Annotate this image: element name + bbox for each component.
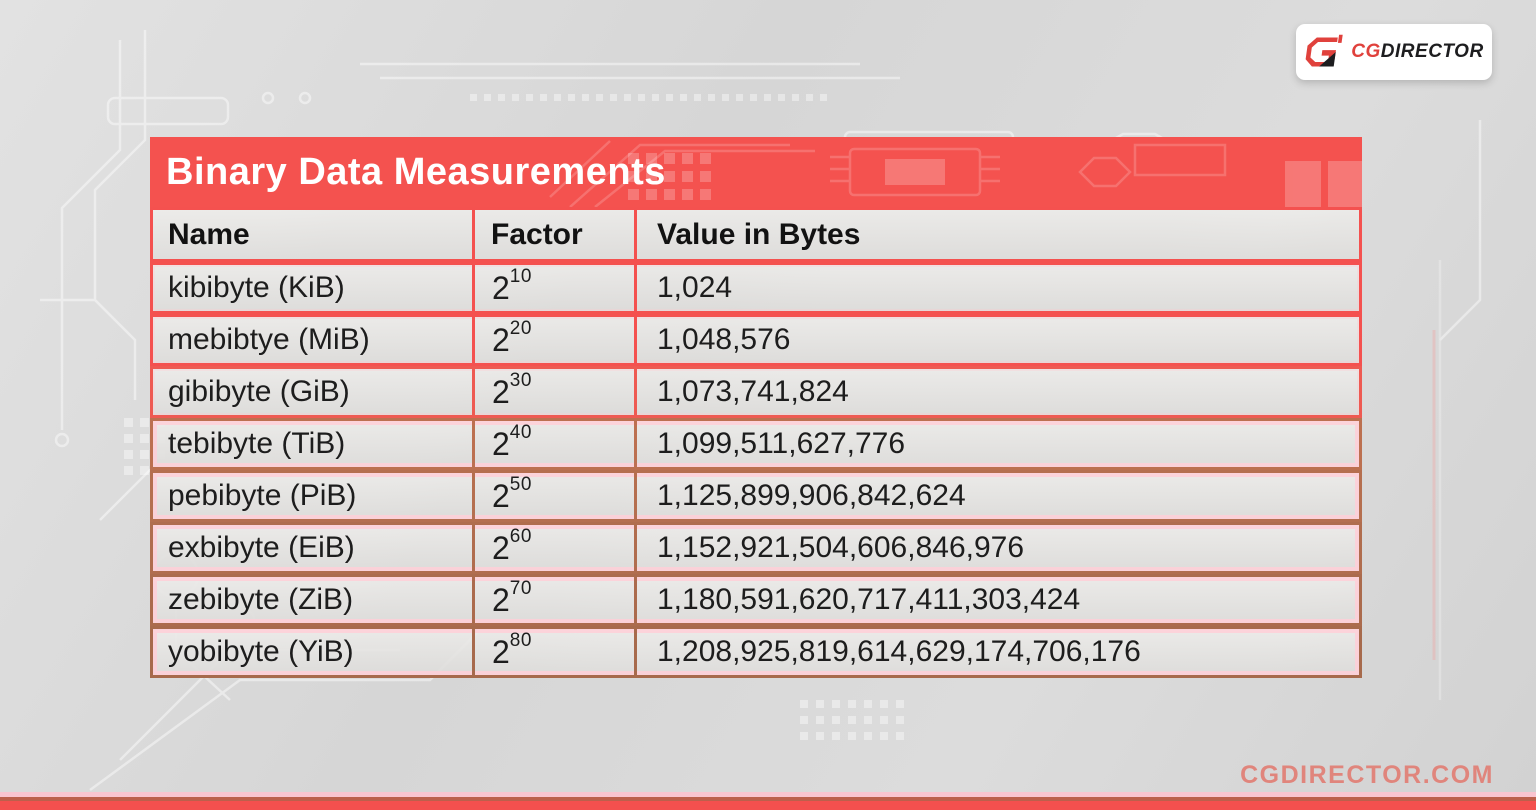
value-in-bytes-cell <box>634 369 1359 415</box>
cgdirector-logo-text <box>1351 41 1483 63</box>
unit-name-cell <box>153 421 472 467</box>
value-in-bytes: 1,099,511,627,776 <box>657 427 906 460</box>
factor-cell <box>472 265 634 311</box>
factor-base: 2 <box>492 581 510 618</box>
value-in-bytes: 1,125,899,906,842,624 <box>657 479 966 512</box>
table-title: Binary Data Measurements <box>166 150 666 193</box>
table-rows <box>150 262 1362 678</box>
table-row <box>150 262 1362 314</box>
factor-base: 2 <box>492 633 510 670</box>
unit-name-cell <box>153 525 472 571</box>
factor-exponent: 80 <box>509 630 532 651</box>
logo-text-director: DIRECTOR <box>1380 41 1484 62</box>
unit-name: gibibyte (GiB) <box>168 375 350 408</box>
unit-name: mebibtye (MiB) <box>168 323 370 356</box>
table-row <box>150 470 1362 522</box>
table-title-bar <box>150 137 1362 207</box>
factor-cell <box>472 473 634 519</box>
factor-exponent: 40 <box>509 422 532 443</box>
table-header-row <box>150 207 1362 262</box>
bottom-stripe-red <box>0 801 1536 810</box>
column-header-value: Value in Bytes <box>634 210 1359 259</box>
unit-name-cell <box>153 473 472 519</box>
table-row <box>150 574 1362 626</box>
unit-name-cell <box>153 577 472 623</box>
factor-base: 2 <box>492 477 510 514</box>
unit-name: exbibyte (EiB) <box>168 531 355 564</box>
cgdirector-logo-mark <box>1304 32 1344 72</box>
logo-text-cg: CG <box>1351 41 1381 62</box>
unit-name: tebibyte (TiB) <box>168 427 346 460</box>
factor-exponent: 30 <box>509 370 532 391</box>
value-in-bytes: 1,024 <box>657 271 733 304</box>
binary-data-table <box>150 137 1362 678</box>
factor-base: 2 <box>492 529 510 566</box>
factor-base: 2 <box>492 373 510 410</box>
column-header-name: Name <box>168 217 250 251</box>
factor-base: 2 <box>492 269 510 306</box>
factor-cell <box>472 317 634 363</box>
unit-name: pebibyte (PiB) <box>168 479 357 512</box>
unit-name-cell <box>153 369 472 415</box>
value-in-bytes-cell <box>634 421 1359 467</box>
cgdirector-logo <box>1296 24 1492 80</box>
unit-name: yobibyte (YiB) <box>168 635 354 668</box>
factor-cell <box>472 421 634 467</box>
factor-exponent: 60 <box>509 526 532 547</box>
value-in-bytes-cell <box>634 577 1359 623</box>
factor-cell <box>472 577 634 623</box>
value-in-bytes-cell <box>634 629 1359 675</box>
factor-base: 2 <box>492 425 510 462</box>
unit-name-cell <box>153 629 472 675</box>
table-row <box>150 522 1362 574</box>
value-in-bytes-cell <box>634 473 1359 519</box>
value-in-bytes: 1,180,591,620,717,411,303,424 <box>657 583 1081 616</box>
value-in-bytes: 1,152,921,504,606,846,976 <box>657 531 1025 564</box>
unit-name: kibibyte (KiB) <box>168 271 345 304</box>
column-header-factor: Factor <box>472 210 634 259</box>
value-in-bytes-cell <box>634 265 1359 311</box>
value-in-bytes: 1,208,925,819,614,629,174,706,176 <box>657 635 1141 668</box>
factor-cell <box>472 525 634 571</box>
factor-exponent: 70 <box>509 578 532 599</box>
table-row <box>150 314 1362 366</box>
site-watermark: CGDIRECTOR.COM <box>1240 761 1494 789</box>
factor-base: 2 <box>492 321 510 358</box>
value-in-bytes: 1,048,576 <box>657 323 791 356</box>
factor-exponent: 50 <box>509 474 532 495</box>
table-row <box>150 626 1362 678</box>
value-in-bytes-cell <box>634 317 1359 363</box>
value-in-bytes: 1,073,741,824 <box>657 375 849 408</box>
table-row <box>150 366 1362 418</box>
value-in-bytes-cell <box>634 525 1359 571</box>
unit-name-cell <box>153 317 472 363</box>
table-row <box>150 418 1362 470</box>
factor-exponent: 20 <box>509 318 532 339</box>
unit-name: zebibyte (ZiB) <box>168 583 354 616</box>
factor-cell <box>472 629 634 675</box>
factor-exponent: 10 <box>509 266 532 287</box>
unit-name-cell <box>153 265 472 311</box>
factor-cell <box>472 369 634 415</box>
